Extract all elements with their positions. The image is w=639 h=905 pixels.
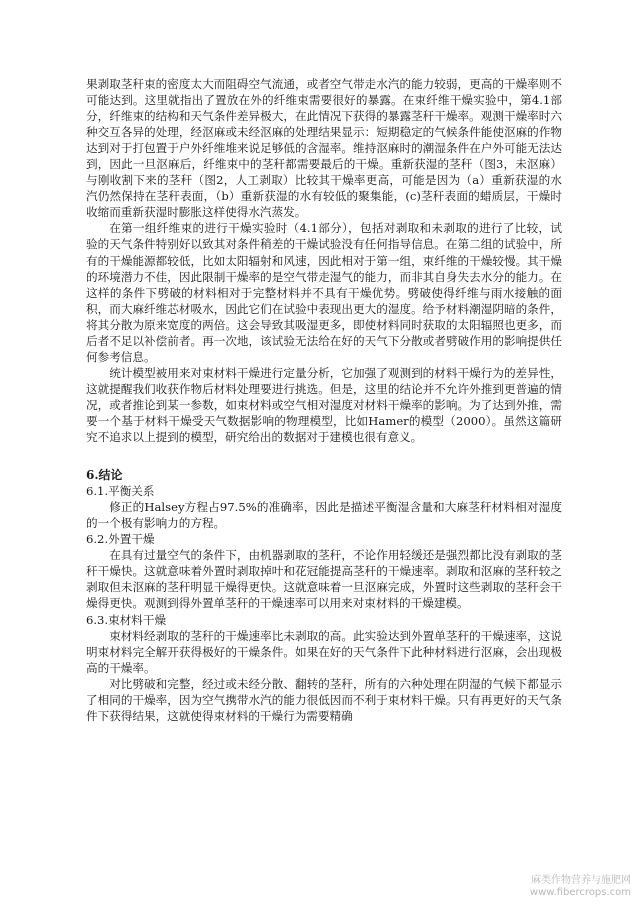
section-spacer [86, 445, 562, 467]
paragraph-statistical-model: 统计模型被用来对束材料干燥进行定量分析，它加强了观测到的材料干燥行为的差异性，这就提醒我们收获作物后材料处理要进行挑选。但是，这里的结论并不允许外推到更普遍的情况，或者推论到某一参数，如束材料或空气相对湿度对材料干燥率的影响。为了达到外推，需要一个基于材料干燥受天气数据影响的物理模型，比如Hamer的模型（2000）。虽然这篇研究不追求以上提到的模型，研究给出的数据对于建模也很有意义。 [86, 365, 562, 445]
subsection-title-equilibrium: 6.1.平衡关系 [86, 484, 155, 499]
paragraph-bundle-drying-2: 对比劈破和完整，经过或未经分散、翻转的茎秆，所有的六种处理在阴湿的气候下都显示了相同的干燥率，因为空气携带水汽的能力很低因而不利于束材料干燥。只有再更好的天气条件下获得结果，这就使得束材料的干燥行为需要精确 [86, 676, 562, 723]
watermark-site-url: www.fibercrops.com [529, 887, 631, 898]
subsection-title-external-drying: 6.2.外置干燥 [86, 532, 155, 547]
paragraph-external-drying: 在具有过量空气的条件下，由机器剥取的茎秆，不论作用轻缓还是强烈都比没有剥取的茎秆干燥快。这就意味着外置时剥取掉叶和花冠能提高茎秆的干燥速率。剥取和沤麻的茎秆较之剥取但未沤麻的茎秆明显干燥得更快。这就意味着一旦沤麻完成，外置时这些剥取的茎秆会干燥得更快。观测到得外置单茎秆的干燥速率可以用来对束材料的干燥建模。 [86, 548, 562, 611]
section-heading-conclusion: 6.结论 [86, 468, 123, 483]
watermark-site-name: 麻类作物营养与施肥网 [531, 875, 631, 886]
subsection-title-bundle-drying: 6.3.束材料干燥 [86, 612, 167, 627]
paragraph-equilibrium: 修正的Halsey方程占97.5%的准确率，因此是描述平衡湿含量和大麻茎秆材料相对湿度的一个极有影响力的方程。 [86, 500, 562, 531]
document-page [86, 76, 562, 724]
paragraph-bundle-drying-1: 束材料经剥取的茎秆的干燥速率比未剥取的高。此实验达到外置单茎秆的干燥速率，这说明束材料完全解开获得极好的干燥条件。如果在好的天气条件下此种材料进行沤麻，会出现极高的干燥率。 [86, 628, 562, 675]
site-watermark [530, 875, 631, 899]
paragraph-bundle-experiment: 在第一组纤维束的进行干燥实验时（4.1部分），包括对剥取和未剥取的进行了比较，试验的天气条件特别好以致其对条件稍差的干燥试验没有任何指导信息。在第二组的试验中，所有的干燥能源都较低，比如太阳辐射和风速，因此相对于第一组，束纤维的干燥较慢。其干燥的环境潜力不佳，因此限制干燥率的是空气带走湿气的能力，而非其自身失去水分的能力。在这样的条件下劈破的材料相对于完整材料并不具有干燥优势。劈破使得纤维与雨水接触的面积，而大麻纤维芯材吸水，因此它们在试验中表现出更大的湿度。给予材料潮湿阴暗的条件，将其分散为原来宽度的两倍。这会导致其吸湿更多，即使材料同时获取的太阳辐照也更多，而后者不足以补偿前者。再一次地，该试验无法给在好的天气下分散或者劈破作用的影响提供任何参考信息。 [86, 221, 562, 364]
paragraph-drying-intro: 果剥取茎秆束的密度太大而阻碍空气流通，或者空气带走水汽的能力较弱，更高的干燥率则不可能达到。这里就指出了置放在外的纤维束需要很好的暴露。在束纤维干燥实验中，第4.1部分，纤维束的结构和天气条件差异极大，在此情况下获得的暴露茎秆干燥率。观测干燥率时六种交互各异的处理，经沤麻或未经沤麻的处理结果显示：短期稳定的气候条件能使沤麻的作物达到对于打包置于户外纤维堆来说足够低的含湿率。维持沤麻时的潮湿条件在户外可能无法达到，因此一旦沤麻后，纤维束中的茎秆都需要最后的干燥。重新获湿的茎秆（图3，未沤麻）与刚收割下来的茎秆（图2，人工剥取）比较其干燥率更高，可能是因为（a）重新获湿的水汽仍然保持在茎秆表面，（b）重新获湿的水有较低的聚集能，(c)茎秆表面的蜡质层，干燥时收缩而重新获湿时膨胀这样使得水汽蒸发。 [86, 77, 562, 220]
